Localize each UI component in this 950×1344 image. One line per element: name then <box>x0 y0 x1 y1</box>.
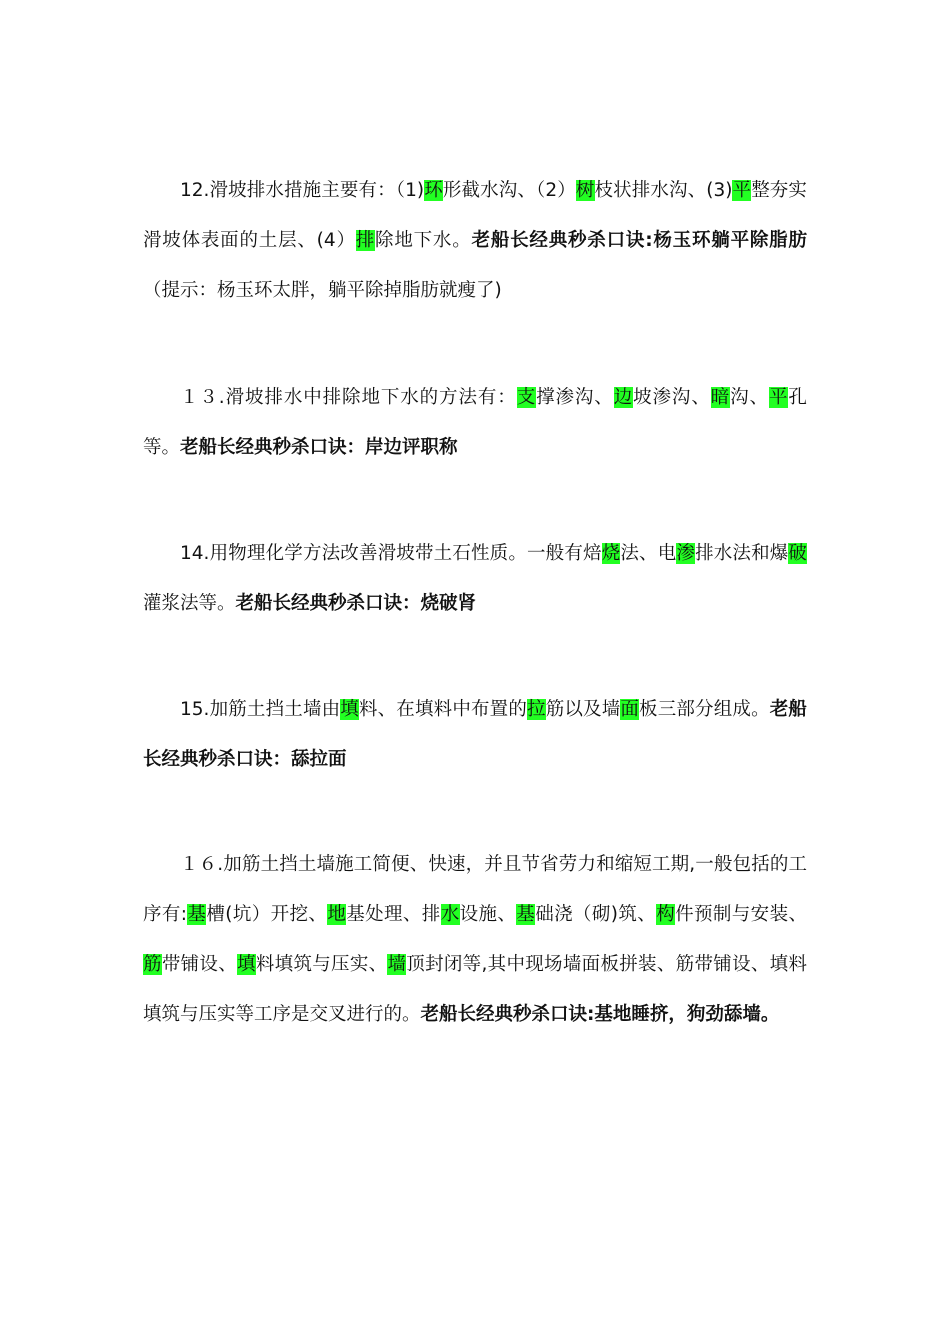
body-text: 沟、 <box>730 387 769 408</box>
body-text: 枝状排水沟、(3) <box>594 180 733 201</box>
body-text: 带铺设、 <box>161 954 238 975</box>
highlighted-char: 支 <box>516 387 537 408</box>
highlighted-char: 填 <box>340 699 359 720</box>
body-text: 件预制与安装、 <box>675 904 807 925</box>
body-text: １６.加筋土挡土墙施工简便、快速，并且节省劳力和缩短工期,一般包括的工序有: <box>143 854 807 925</box>
paragraph-15 <box>143 685 807 785</box>
body-text: 筋以及墙 <box>545 699 621 720</box>
highlighted-char: 水 <box>440 904 460 925</box>
mnemonic-text: 老船长经典秒杀口诀：烧破肾 <box>235 593 477 614</box>
highlighted-char: 基 <box>516 904 536 925</box>
highlighted-char: 基 <box>187 904 207 925</box>
body-text: 12.滑坡排水措施主要有：（1) <box>180 180 425 201</box>
highlighted-char: 墙 <box>387 954 407 975</box>
paragraph-13 <box>143 373 807 473</box>
highlighted-char: 拉 <box>527 699 546 720</box>
body-text: １３.滑坡排水中排除地下水的方法有： <box>180 387 517 408</box>
highlighted-char: 边 <box>613 387 634 408</box>
body-text: 顶封闭等,其中现场墙面板拼装、筋带铺设、填料填筑与压实等工序是交叉进行的。 <box>143 954 807 1025</box>
body-text: 14.用物理化学方法改善滑坡带土石性质。一般有焙 <box>180 543 602 564</box>
highlighted-char: 构 <box>656 904 676 925</box>
body-text: 设施、 <box>459 904 517 925</box>
highlighted-char: 破 <box>788 543 807 564</box>
highlighted-char: 树 <box>575 180 595 201</box>
mnemonic-text: 老船长经典秒杀口诀：岸边评职称 <box>180 437 458 458</box>
highlighted-char: 填 <box>237 954 256 975</box>
body-text: 灌浆法等。 <box>143 593 236 614</box>
body-text: 法、电 <box>620 543 677 564</box>
body-text: 排水法和爆 <box>695 543 789 564</box>
highlighted-char: 平 <box>768 387 789 408</box>
mnemonic-text: 老船长经典秒杀口诀:杨玉环躺平除脂肪 <box>471 230 807 251</box>
highlighted-char: 地 <box>327 904 347 925</box>
body-text: 撑渗沟、 <box>536 387 614 408</box>
paragraph-14 <box>143 529 807 629</box>
mnemonic-text: 老船长经典秒杀口诀:基地睡挤，狗劲舔墙。 <box>420 1004 780 1025</box>
highlighted-char: 面 <box>620 699 640 720</box>
body-text: 础浇（砌)筑、 <box>535 904 657 925</box>
mnemonic-text: 老船长经典秒杀口诀：舔拉面 <box>143 699 807 770</box>
highlighted-char: 烧 <box>601 543 621 564</box>
body-text: 整夯实滑坡体表面的土层、(4） <box>143 180 807 251</box>
highlighted-char: 排 <box>355 230 376 251</box>
body-text: （提示：杨玉环太胖，躺平除掉脂肪就瘦了) <box>143 280 502 301</box>
body-text: 15.加筋土挡土墙由 <box>180 699 341 720</box>
highlighted-char: 暗 <box>710 387 731 408</box>
highlighted-char: 平 <box>732 180 752 201</box>
body-text: 料填筑与压实、 <box>255 954 388 975</box>
body-text: 基处理、排 <box>346 904 441 925</box>
body-text: 孔等。 <box>143 387 807 458</box>
body-text: 槽(坑）开挖、 <box>206 904 328 925</box>
paragraph-16 <box>143 840 807 1040</box>
body-text: 除地下水。 <box>375 230 472 251</box>
highlighted-char: 渗 <box>676 543 696 564</box>
highlighted-char: 筋 <box>143 954 162 975</box>
paragraph-12 <box>143 166 807 316</box>
body-text: 板三部分组成。 <box>639 699 770 720</box>
body-text: 料、在填料中布置的 <box>358 699 528 720</box>
highlighted-char: 环 <box>424 180 443 201</box>
body-text: 形截水沟、（2） <box>442 180 576 201</box>
body-text: 坡渗沟、 <box>633 387 711 408</box>
